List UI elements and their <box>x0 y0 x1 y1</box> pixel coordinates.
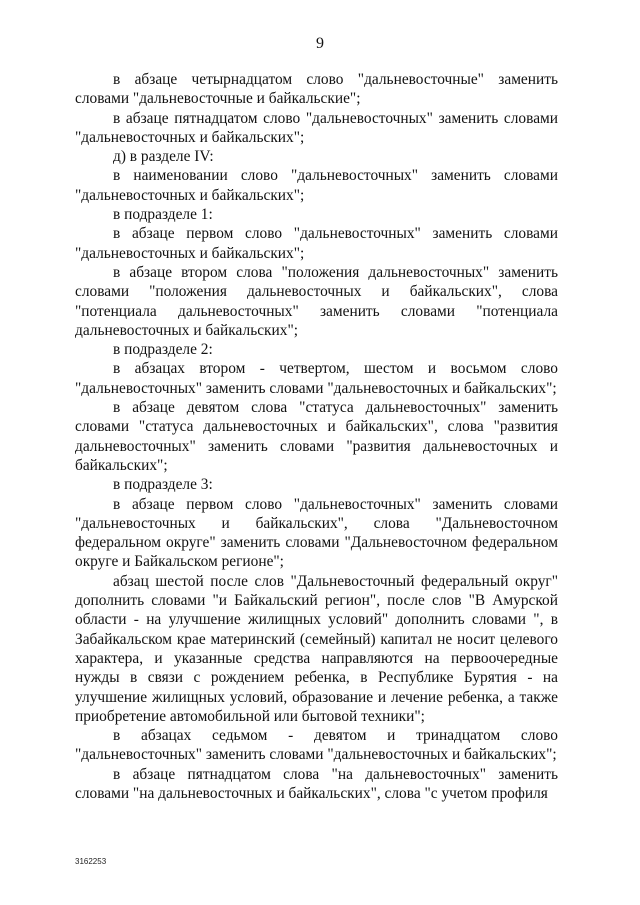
paragraph: в абзаце пятнадцатом слова "на дальневосточных" заменить словами "на дальневосточных и байкальских", слова "с учетом профиля <box>75 765 558 802</box>
paragraph: в абзаце пятнадцатом слово "дальневосточных" заменить словами "дальневосточных и байкальских"; <box>75 109 558 146</box>
subsection-heading: в подразделе 1: <box>113 206 213 224</box>
paragraph: в абзаце втором слова "положения дальневосточных" заменить словами "положения дальневосточных и байкальских", слова "потенциала дальневосточных" заменить словами "потенциала дальневосточных и байкальских"; <box>75 263 558 339</box>
paragraph: в абзацах седьмом - девятом и тринадцатом слово "дальневосточных" заменить словами "дальневосточных и байкальских"; <box>75 727 558 764</box>
document-body <box>75 70 558 803</box>
document-code: 3162253 <box>75 857 107 866</box>
paragraph: в абзаце девятом слова "статуса дальневосточных" заменить словами "статуса дальневосточных и байкальских", слова "развития дальневосточных" заменить словами "развития дальневосточных и байкальских"; <box>75 399 558 474</box>
paragraph: в абзаце первом слово "дальневосточных" заменить словами "дальневосточных и байкальских", слова "Дальневосточном федеральном округе" заменить словами "Дальневосточном федеральном округе и Байкальском регионе"; <box>75 495 558 571</box>
page-number: 9 <box>316 35 324 52</box>
subsection-heading: в подразделе 3: <box>113 476 213 494</box>
section-heading: д) в разделе IV: <box>113 148 214 166</box>
paragraph: абзац шестой после слов "Дальневосточный федеральный округ" дополнить словами "и Байкальский регион", после слов "В Амурской области - на улучшение жилищных условий" дополнить словами ", в Забайкальском крае материнский (семейный) капитал не носит целевого характера, и указанные средства направляются на первоочередные нужды в связи с рождением ребенка, в Республике Бурятия - на улучшение жилищных условий, образование и лечение ребенка, а также приобретение автомобильной или бытовой техники"; <box>75 572 558 725</box>
subsection-heading: в подразделе 2: <box>113 341 213 359</box>
paragraph: в абзаце четырнадцатом слово "дальневосточные" заменить словами "дальневосточные и байкальские"; <box>75 71 558 108</box>
paragraph: в наименовании слово "дальневосточных" заменить словами "дальневосточных и байкальских"; <box>75 167 558 204</box>
paragraph: в абзацах втором - четвертом, шестом и восьмом слово "дальневосточных" заменить словами "дальневосточных и байкальских"; <box>75 360 558 397</box>
paragraph: в абзаце первом слово "дальневосточных" заменить словами "дальневосточных и байкальских"; <box>75 225 558 262</box>
